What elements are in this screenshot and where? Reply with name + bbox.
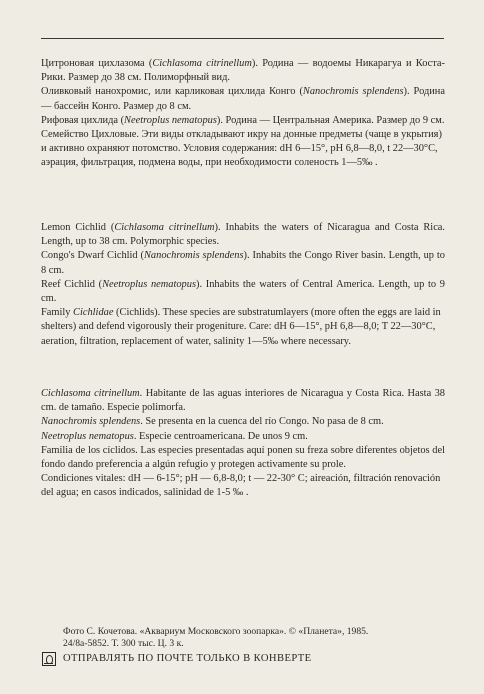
text-run: ). Родина — бассейн Конго. Размер до 8 см. xyxy=(41,86,445,112)
russian-paragraph xyxy=(41,57,445,85)
text-run: Familia de los cíclidos. Las especies presentadas aquí ponen su freza sobre diferentes objetos del fondo dando preferencia a algún refugio y protegen activamente su prole. xyxy=(41,444,445,471)
spanish-paragraph xyxy=(41,430,445,444)
species-name: Cichlasoma citrinellum xyxy=(41,388,140,399)
spanish-paragraph xyxy=(41,472,445,500)
text-run: Оливковый нанохромис, или карликовая цихлида Конго ( xyxy=(41,86,303,98)
text-run: (Cichlids). These species are substratumlayers (more often the eggs are laid in shelters) and defend vigorously their progeniture. Care: dH 6—15°, pH 6,8—8,0; T 22—30°C, aeration, filtration, replacement of water, salinity 1—5‰ where necessary. xyxy=(41,307,441,347)
publisher-credits xyxy=(63,626,368,650)
species-name: Neetroplus nematopus xyxy=(124,114,217,126)
text-run: . Se presenta en la cuenca del río Congo. No pasa de 8 cm. xyxy=(140,416,384,428)
spanish-paragraph xyxy=(41,387,445,415)
russian-paragraph xyxy=(41,114,445,128)
text-run: ). Родина — водоемы Никарагуа и Коста-Рики. Размер до 38 см. Полиморфный вид. xyxy=(41,58,445,84)
species-name: Cichlasoma citrinellum xyxy=(114,222,215,233)
credit-line-2: 24/8а-5852. Т. 300 тыс. Ц. 3 к. xyxy=(63,638,184,649)
text-run: Congo's Dwarf Cichlid ( xyxy=(41,250,144,262)
text-run: Семейство Цихловые. Эти виды откладывают икру на донные предметы (чаще в укрытия) и активно охраняют потомство. Условия содержания: dH 6—15°, pH 6,8—8,0, t 22—30°C, аэрация, фильтрация, подмена воды, при необходимости соленость 1—5‰ . xyxy=(41,129,442,169)
text-run: ). Inhabits the waters of Central America. Length, up to 9 cm. xyxy=(41,278,445,305)
english-paragraph xyxy=(41,221,445,249)
top-rule xyxy=(41,38,444,39)
russian-paragraph xyxy=(41,85,445,113)
english-paragraph xyxy=(41,249,445,277)
species-name: Nanochromis splendens xyxy=(302,86,404,98)
species-name: Cichlidae xyxy=(73,307,114,319)
text-run: Condiciones vitales: dH — 6-15°; pH — 6,8-8,0; t — 22-30° C; aireación, filtración renovación del agua; en casos indicados, salinidad de 1-5 ‰ . xyxy=(41,473,441,499)
text-run: Lemon Cichlid ( xyxy=(41,222,115,233)
text-run: Рифовая цихлида ( xyxy=(41,114,125,126)
text-run: Цитроновая цихлазома ( xyxy=(41,58,153,69)
text-run: Reef Cichlid ( xyxy=(41,278,103,290)
species-name: Neetroplus nematopus xyxy=(102,278,196,290)
planeta-logo-icon xyxy=(42,652,56,666)
text-run: ). Родина — Центральная Америка. Размер до 9 см. xyxy=(216,114,445,126)
russian-paragraph xyxy=(41,128,445,171)
text-run: . Especie centroamericana. De unos 9 cm. xyxy=(133,430,308,442)
russian-section xyxy=(41,57,445,171)
spanish-section xyxy=(41,387,445,501)
credit-line-1: Фото С. Кочетова. «Аквариум Московского зоопарка». © «Планета», 1985. xyxy=(63,626,369,637)
species-name: Cichlasoma citrinellum xyxy=(152,58,252,69)
species-name: Neetroplus nematopus xyxy=(41,430,134,442)
text-run: ). Inhabits the waters of Nicaragua and Costa Rica. Length, up to 38 cm. Polymorphic species. xyxy=(41,222,446,248)
english-paragraph xyxy=(41,278,445,306)
mailing-notice: ОТПРАВЛЯТЬ ПО ПОЧТЕ ТОЛЬКО В КОНВЕРТЕ xyxy=(63,652,312,664)
text-run: . Habitante de las aguas interiores de Nicaragua y Costa Rica. Hasta 38 cm. de tamaño. Especie polimorfa. xyxy=(41,388,445,414)
species-name: Nanochromis splendens xyxy=(144,250,244,262)
english-paragraph xyxy=(41,306,445,349)
text-run: ). Inhabits the Congo River basin. Length, up to 8 cm. xyxy=(41,250,445,276)
spanish-paragraph xyxy=(41,444,445,472)
species-name: Nanochromis splendens xyxy=(41,416,141,428)
text-run: Family xyxy=(41,307,74,319)
mailing-notice-row xyxy=(42,650,311,666)
english-section xyxy=(41,221,445,349)
spanish-paragraph xyxy=(41,415,445,429)
